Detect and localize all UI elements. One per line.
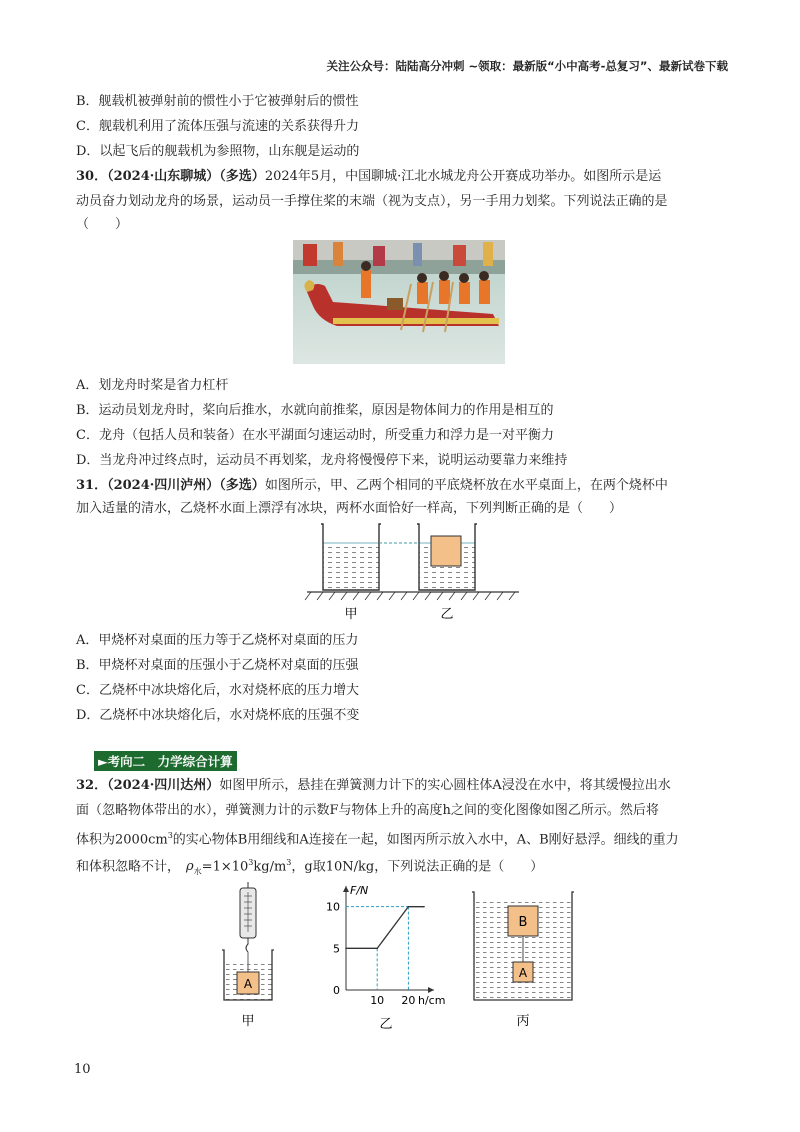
q32-stem-line2: 面（忽略物体带出的水），弹簧测力计的示数F与物体上升的高度h之间的变化图像如图乙所示。然后将 [76, 803, 659, 818]
fig-label-bing: 丙 [516, 1014, 530, 1029]
q32-source: （2024·四川达州） [107, 778, 220, 793]
x-axis-label: h/cm [418, 994, 446, 1007]
beaker-jia [321, 524, 381, 590]
q30-stem-line1 [76, 168, 661, 186]
q30-stem: 2024年5月，中国聊城·江北水城龙舟公开赛成功举办。如图所示是运 [264, 169, 662, 184]
q32-stem-4a: 和体积忽略不计， [76, 859, 181, 875]
block-a-bing-label: A [518, 966, 528, 980]
beakers-figure [303, 520, 523, 624]
q31-option-a: A．甲烧杯对桌面的压力等于乙烧杯对桌面的压力 [76, 633, 359, 648]
y-axis-label: F/N [350, 884, 369, 897]
page-header: 关注公众号：陆陆高分冲刺 ~领取：最新版“小中高考-总复习”、最新试卷下载 [326, 59, 728, 73]
y-tick-label: 0 [333, 984, 340, 997]
figure-bing [468, 890, 578, 1032]
q30-stem-line3: （ ） [76, 217, 129, 232]
q31-option-d: D．乙烧杯中冰块熔化后，水对烧杯底的压强不变 [76, 708, 360, 723]
q30-source: （2024·山东聊城）（多选） [107, 169, 265, 184]
label-yi: 乙 [440, 607, 454, 622]
q32-volume: 体积为2000cm [76, 832, 168, 848]
q29-option-b: B．舰载机被弹射前的惯性小于它被弹射后的惯性 [76, 94, 359, 109]
q32-stem-4b: ，g取10N/kg，下列说法正确的是（ ） [291, 859, 544, 875]
data-point [345, 948, 347, 950]
q32-stem-line1 [76, 777, 671, 795]
q30-option-c: C．龙舟（包括人员和装备）在水平湖面匀速运动时，所受重力和浮力是一对平衡力 [76, 428, 554, 443]
beaker-yi [417, 524, 477, 590]
q29-option-d: D．以起飞后的舰载机为参照物，山东舰是运动的 [76, 144, 360, 159]
rho-exp: 3 [248, 858, 254, 867]
q31-option-c: C．乙烧杯中冰块熔化后，水对烧杯底的压力增大 [76, 683, 359, 698]
rho-sub: 水 [193, 866, 202, 876]
data-series-line [346, 907, 424, 949]
figure-jia [218, 882, 278, 1032]
rho-unit: kg/m [253, 859, 287, 875]
q30-option-b: B．运动员划龙舟时，桨向后推水，水就向前推桨，原因是物体间力的作用是相互的 [76, 403, 554, 418]
q30-number: 30． [76, 169, 108, 184]
x-tick-label: 20 [401, 994, 416, 1007]
data-point [376, 948, 378, 950]
section-heading: ►考向二 力学综合计算 [94, 751, 237, 771]
q31-stem-line1 [76, 477, 668, 495]
rho-value: =1×10 [201, 859, 249, 875]
label-jia: 甲 [344, 607, 358, 622]
page-number: 10 [74, 1062, 91, 1077]
rho-unit-exp: 3 [286, 858, 292, 867]
ice-cube [431, 536, 461, 566]
q32-stem-line4 [76, 854, 543, 881]
q31-number: 31． [76, 478, 108, 493]
q31-source: （2024·四川泸州）（多选） [107, 478, 265, 493]
q31-option-b: B．甲烧杯对桌面的压强小于乙烧杯对桌面的压强 [76, 658, 359, 673]
data-point [423, 906, 425, 908]
q32-stem-line3 [76, 827, 679, 849]
block-b-label: B [518, 915, 528, 930]
y-tick-label: 5 [333, 942, 340, 956]
rho-symbol: ρ [186, 859, 194, 875]
q31-stem-line2: 加入适量的清水，乙烧杯水面上漂浮有冰块，两杯水面恰好一样高，下列判断正确的是（ ） [76, 501, 623, 516]
figure-yi-chart [318, 882, 448, 1032]
q30-stem-line2: 动员奋力划动龙舟的场景，运动员一手撑住桨的末端（视为支点），另一手用力划桨。下列说法正确的是 [76, 194, 668, 209]
q29-option-c: C．舰载机利用了流体压强与流速的关系获得升力 [76, 119, 359, 134]
y-tick-label: 10 [326, 900, 340, 914]
q30-option-d: D．当龙舟冲过终点时，运动员不再划桨，龙舟将慢慢停下来，说明运动要靠力来维持 [76, 453, 568, 468]
fig-label-jia: 甲 [241, 1014, 255, 1029]
q32-volume-exp: 3 [167, 831, 173, 840]
data-point [408, 906, 410, 908]
q32-number: 32． [76, 778, 108, 793]
dragon-boat-photo [293, 240, 505, 364]
q32-stem-3b: 的实心物体B用细线和A连接在一起，如图丙所示放入水中，A、B刚好悬浮。细线的重力 [172, 832, 679, 848]
q31-stem: 如图所示，甲、乙两个相同的平底烧杯放在水平桌面上，在两个烧杯中 [264, 478, 668, 493]
fig-label-yi: 乙 [379, 1017, 393, 1032]
q30-option-a: A．划龙舟时桨是省力杠杆 [76, 378, 229, 393]
y-axis-arrow [343, 886, 349, 892]
x-axis-arrow [428, 987, 434, 993]
x-tick-label: 10 [370, 994, 385, 1007]
block-a-label: A [243, 977, 253, 991]
q32-stem: 如图甲所示，悬挂在弹簧测力计下的实心圆柱体A浸没在水中，将其缓慢拉出水 [219, 778, 671, 793]
